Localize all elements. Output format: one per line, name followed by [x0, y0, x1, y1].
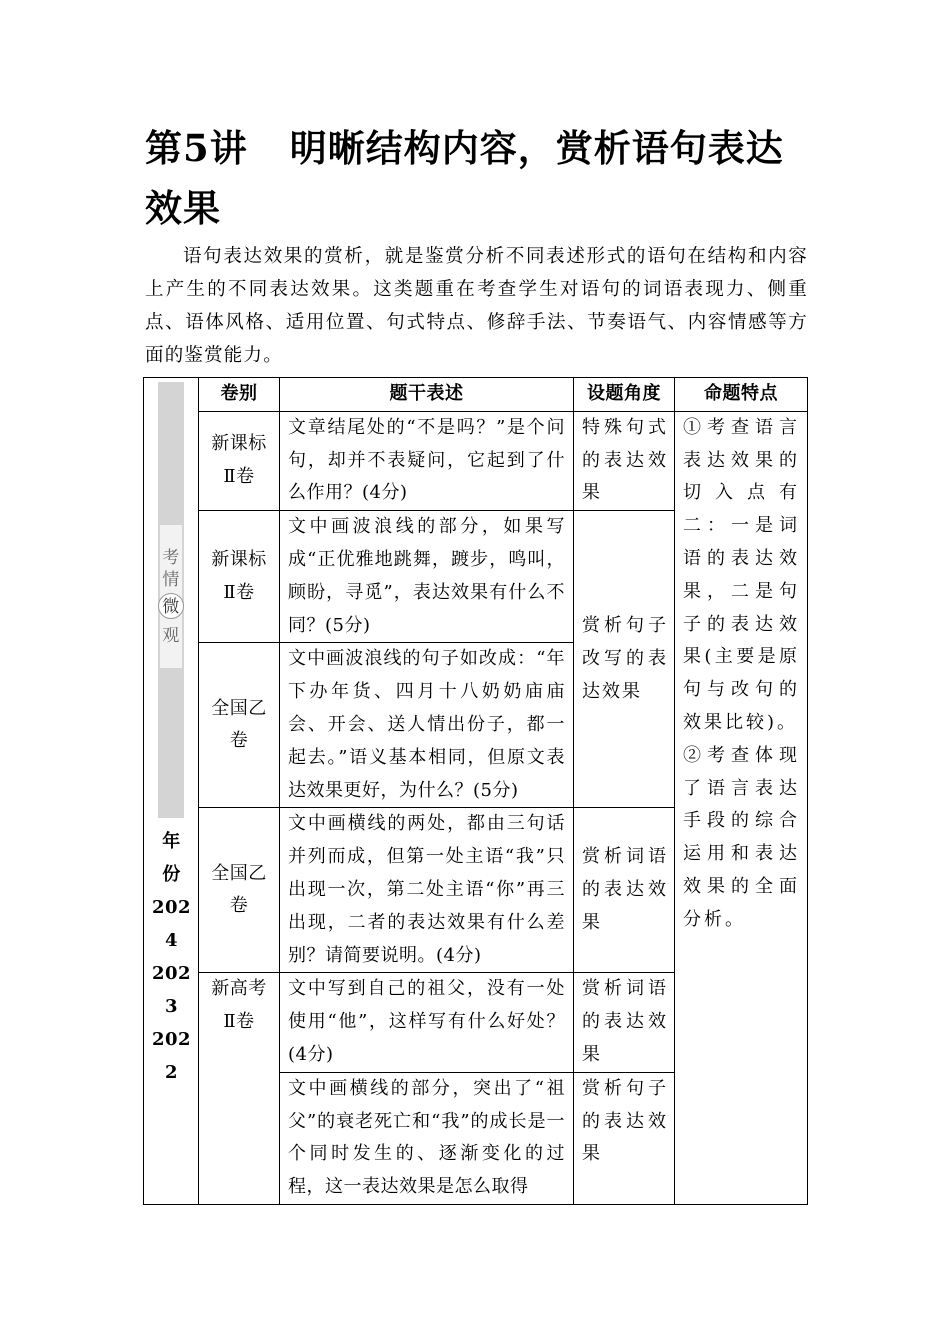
table-row: [144, 411, 808, 510]
table-header-row: [144, 378, 808, 412]
exam-cell: 全国乙卷: [199, 643, 280, 808]
exam-analysis-table: [143, 377, 808, 1205]
angle-cell: 赏析句子的表达效果: [574, 1072, 675, 1204]
header-angle: 设题角度: [574, 378, 675, 412]
lecture-title: 明晰结构内容，赏析语句表达效果: [145, 126, 784, 230]
exam-cell: 全国乙卷: [199, 808, 280, 973]
stem-cell: 文中写到自己的祖父，没有一处使用“他”，这样写有什么好处？(4分): [280, 973, 574, 1072]
sidebar-char: 情: [162, 570, 180, 590]
stem-cell: 文中画横线的部分，突出了“祖父”的衰老死亡和“我”的成长是一个同时发生的、逐渐变化的过程，这一表达效果是怎么取得: [280, 1072, 574, 1204]
year-part: 202: [151, 897, 192, 918]
feature-point: ①考查语言表达效果的切入点有二：一是词语的表达效果，二是句子的表达效果(主要是原句与改句的效果比较)。: [683, 416, 800, 733]
stem-cell: 文章结尾处的“不是吗？”是个问句，却并不表疑问，它起到了什么作用？(4分): [280, 411, 574, 510]
sidebar-circle-char: 微: [158, 593, 184, 619]
feature-cell: [675, 411, 808, 1204]
sidebar-char: 考: [162, 548, 180, 568]
intro-paragraph: 语句表达效果的赏析，就是鉴赏分析不同表述形式的语句在结构和内容上产生的不同表达效果。这类题重在考查学生对语句的词语表现力、侧重点、语体风格、适用位置、句式特点、修辞手法、节奏语气、内容情感等方面的鉴赏能力。: [145, 246, 808, 366]
stem-cell: 文中画波浪线的句子如改成：“年下办年货、四月十八奶奶庙庙会、开会、送人情出份子，都一起去。”语义基本相同，但原文表达效果更好，为什么？(5分): [280, 643, 574, 808]
angle-cell: 赏析词语的表达效果: [574, 973, 675, 1072]
exam-cell: 新课标Ⅱ卷: [199, 511, 280, 643]
exam-cell: 新课标Ⅱ卷: [199, 411, 280, 510]
sidebar-cell: [144, 378, 199, 1205]
header-feature: 命题特点: [675, 378, 808, 412]
year-part: 202: [151, 1029, 192, 1050]
exam-cell: 新高考Ⅱ卷: [199, 973, 280, 1205]
feature-point: ②考查体现了语言表达手段的综合运用和表达效果的全面分析。: [683, 744, 800, 930]
year-label-char: 份: [162, 864, 181, 885]
year-label-char: 年: [162, 831, 181, 852]
page-title: [145, 118, 810, 238]
year-part: 2: [164, 1062, 179, 1083]
sidebar-char: 观: [162, 626, 180, 646]
lecture-number: 第5讲: [145, 126, 248, 170]
year-part: 202: [151, 963, 192, 984]
stem-cell: 文中画波浪线的部分，如果写成“正优雅地跳舞，踱步，鸣叫，顾盼，寻觅”，表达效果有什么不同？(5分): [280, 511, 574, 643]
sidebar-years: [144, 825, 199, 1089]
header-exam: 卷别: [199, 378, 280, 412]
angle-cell: 特殊句式的表达效果: [574, 411, 675, 510]
stem-cell: 文中画横线的两处，都由三句话并列而成，但第一处主语“我”只出现一次，第二处主语“你”再三出现，二者的表达效果有什么差别？请简要说明。(4分): [280, 808, 574, 973]
angle-cell: 赏析句子改写的表达效果: [574, 511, 675, 808]
angle-cell: 赏析词语的表达效果: [574, 808, 675, 973]
header-stem: 题干表述: [280, 378, 574, 412]
year-part: 4: [164, 930, 179, 951]
year-part: 3: [164, 996, 179, 1017]
